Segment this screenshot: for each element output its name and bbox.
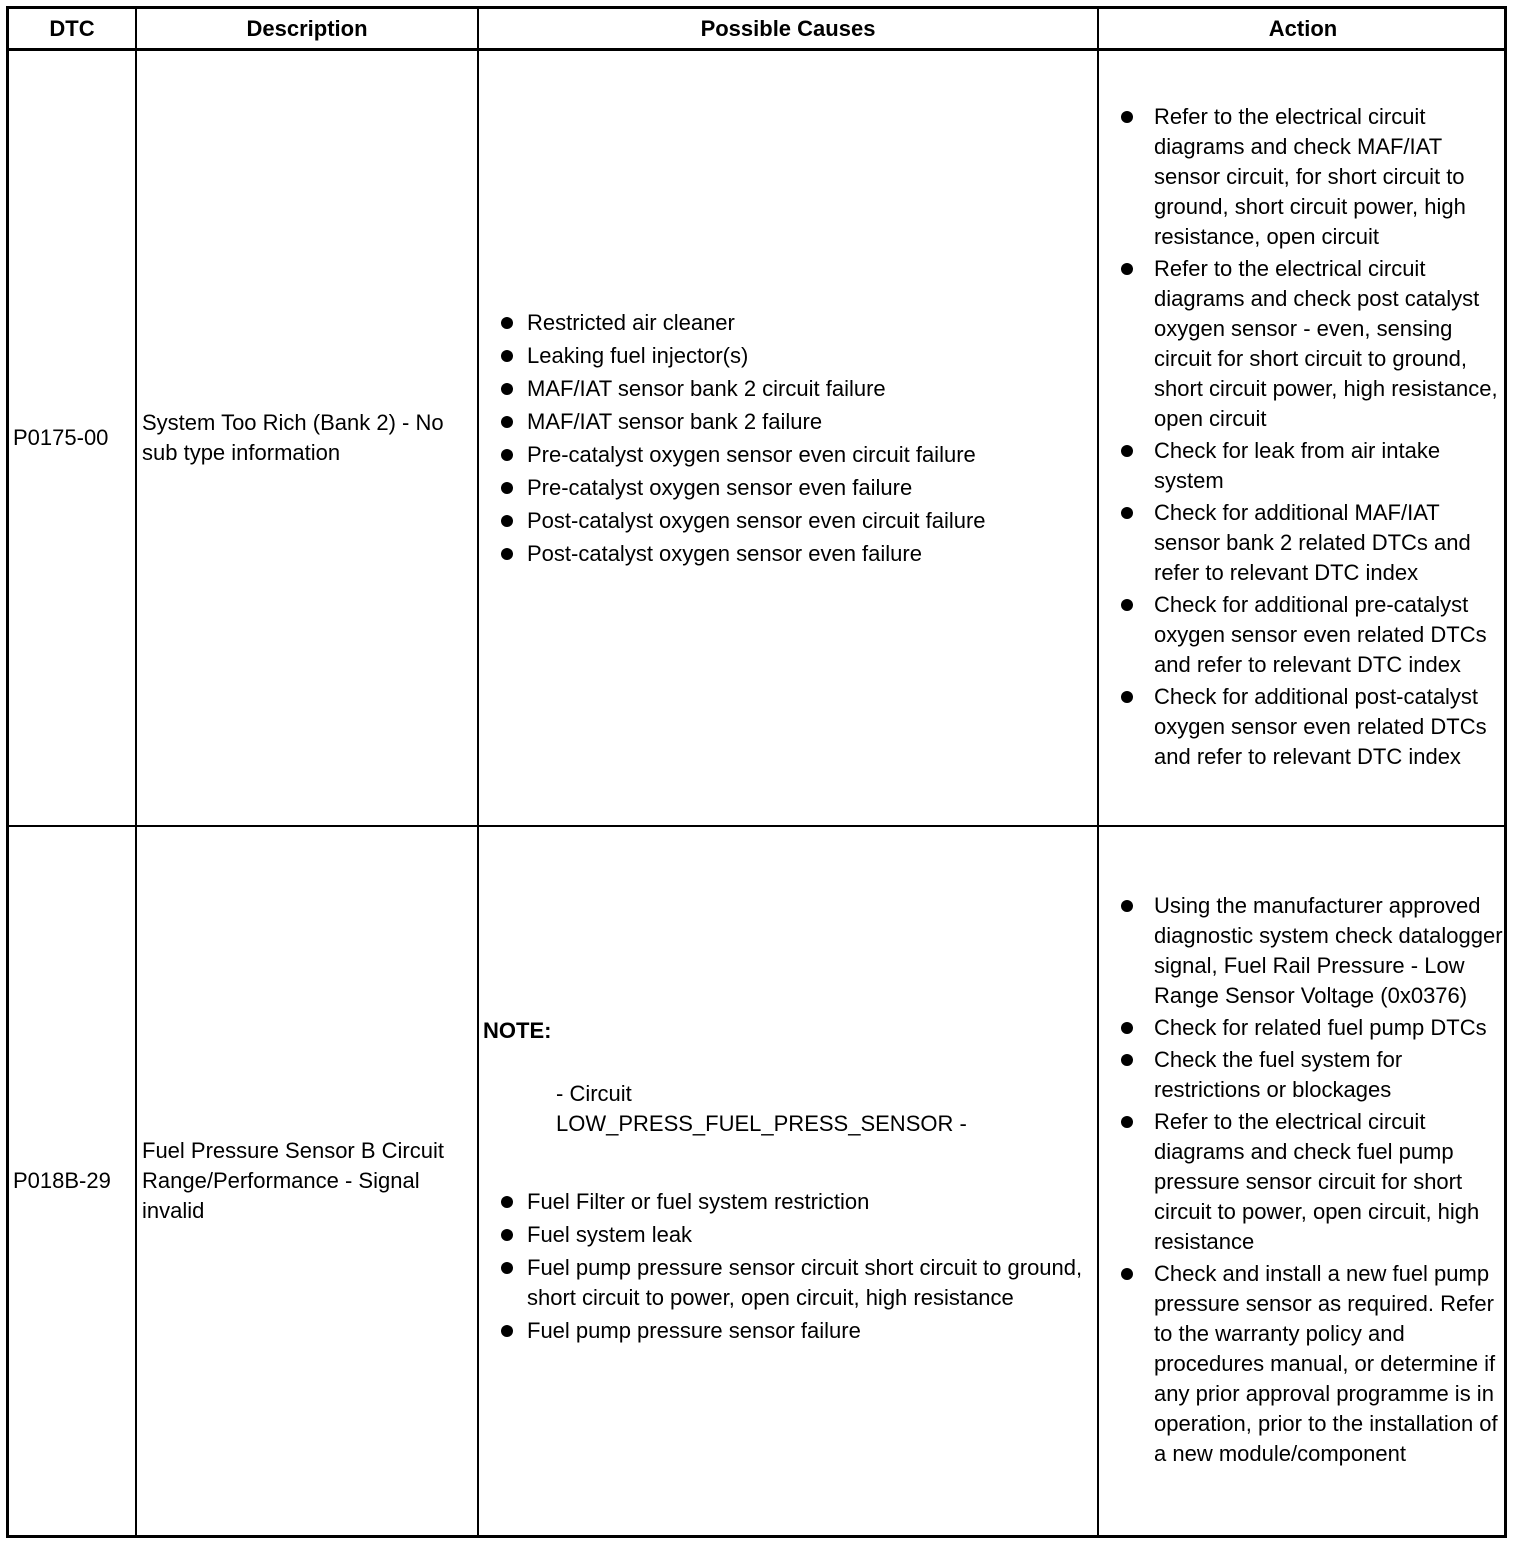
list-item: Post-catalyst oxygen sensor even circuit failure — [501, 506, 986, 536]
causes-list — [483, 1187, 1093, 1346]
list-item: MAF/IAT sensor bank 2 failure — [501, 407, 986, 437]
dtc-table — [6, 6, 1507, 1538]
actions-list — [1121, 891, 1507, 1471]
row-dtc — [13, 827, 135, 1535]
list-item: Refer to the electrical circuit diagrams and check MAF/IAT sensor circuit, for short circuit to ground, short circuit power, high resistance, open circuit — [1121, 102, 1507, 252]
column-divider — [135, 9, 137, 1535]
list-item: Check the fuel system for restrictions or blockages — [1121, 1045, 1507, 1105]
list-item: Fuel system leak — [501, 1220, 1093, 1250]
row-causes — [483, 827, 1093, 1535]
list-item: Using the manufacturer approved diagnostic system check datalogger signal, Fuel Rail Pressure - Low Range Sensor Voltage (0x0376) — [1121, 891, 1507, 1011]
list-item: Check for leak from air intake system — [1121, 436, 1507, 496]
list-item: Pre-catalyst oxygen sensor even circuit failure — [501, 440, 986, 470]
list-item: Pre-catalyst oxygen sensor even failure — [501, 473, 986, 503]
column-divider — [477, 9, 479, 1535]
list-item: Check and install a new fuel pump pressure sensor as required. Refer to the warranty policy and procedures manual, or determine if any prior approval programme is in operation, prior to the installation of a new module/component — [1121, 1259, 1507, 1469]
list-item: Fuel Filter or fuel system restriction — [501, 1187, 1093, 1217]
list-item: Refer to the electrical circuit diagrams and check fuel pump pressure sensor circuit for short circuit to power, open circuit, high resistance — [1121, 1107, 1507, 1257]
description-text: Fuel Pressure Sensor B Circuit Range/Performance - Signal invalid — [142, 1138, 444, 1223]
list-item: Fuel pump pressure sensor failure — [501, 1316, 1093, 1346]
row-actions — [1121, 51, 1507, 825]
dtc-code: P018B-29 — [13, 1168, 111, 1193]
note-title: NOTE: — [483, 1018, 552, 1043]
note-line: - Circuit — [556, 1081, 632, 1106]
actions-list — [1121, 102, 1507, 774]
header-possible-causes: Possible Causes — [700, 16, 876, 41]
list-item: Check for related fuel pump DTCs — [1121, 1013, 1507, 1043]
list-item: Restricted air cleaner — [501, 308, 986, 338]
description-text: System Too Rich (Bank 2) - No sub type information — [142, 410, 444, 465]
causes-list — [501, 308, 986, 569]
header-action: Action — [1268, 16, 1338, 41]
list-item: Check for additional MAF/IAT sensor bank 2 related DTCs and refer to relevant DTC index — [1121, 498, 1507, 588]
row-description — [142, 827, 472, 1535]
header-dtc: DTC — [49, 16, 95, 41]
header-description: Description — [246, 16, 368, 41]
row-actions — [1121, 827, 1507, 1535]
list-item: Refer to the electrical circuit diagrams and check post catalyst oxygen sensor - even, sensing circuit for short circuit to ground, short circuit power, high resistance, open circuit — [1121, 254, 1507, 434]
row-causes — [501, 51, 1091, 825]
note-body — [483, 1079, 1093, 1139]
row-description — [142, 51, 462, 825]
dtc-code: P0175-00 — [13, 425, 109, 450]
list-item: Fuel pump pressure sensor circuit short circuit to ground, short circuit to power, open circuit, high resistance — [501, 1253, 1093, 1313]
list-item: Check for additional pre-catalyst oxygen sensor even related DTCs and refer to relevant DTC index — [1121, 590, 1507, 680]
list-item: MAF/IAT sensor bank 2 circuit failure — [501, 374, 986, 404]
column-divider — [1097, 9, 1099, 1535]
list-item: Post-catalyst oxygen sensor even failure — [501, 539, 986, 569]
list-item: Check for additional post-catalyst oxygen sensor even related DTCs and refer to relevant DTC index — [1121, 682, 1507, 772]
row-dtc — [13, 51, 135, 825]
note-line: LOW_PRESS_FUEL_PRESS_SENSOR - — [556, 1111, 967, 1136]
list-item: Leaking fuel injector(s) — [501, 341, 986, 371]
